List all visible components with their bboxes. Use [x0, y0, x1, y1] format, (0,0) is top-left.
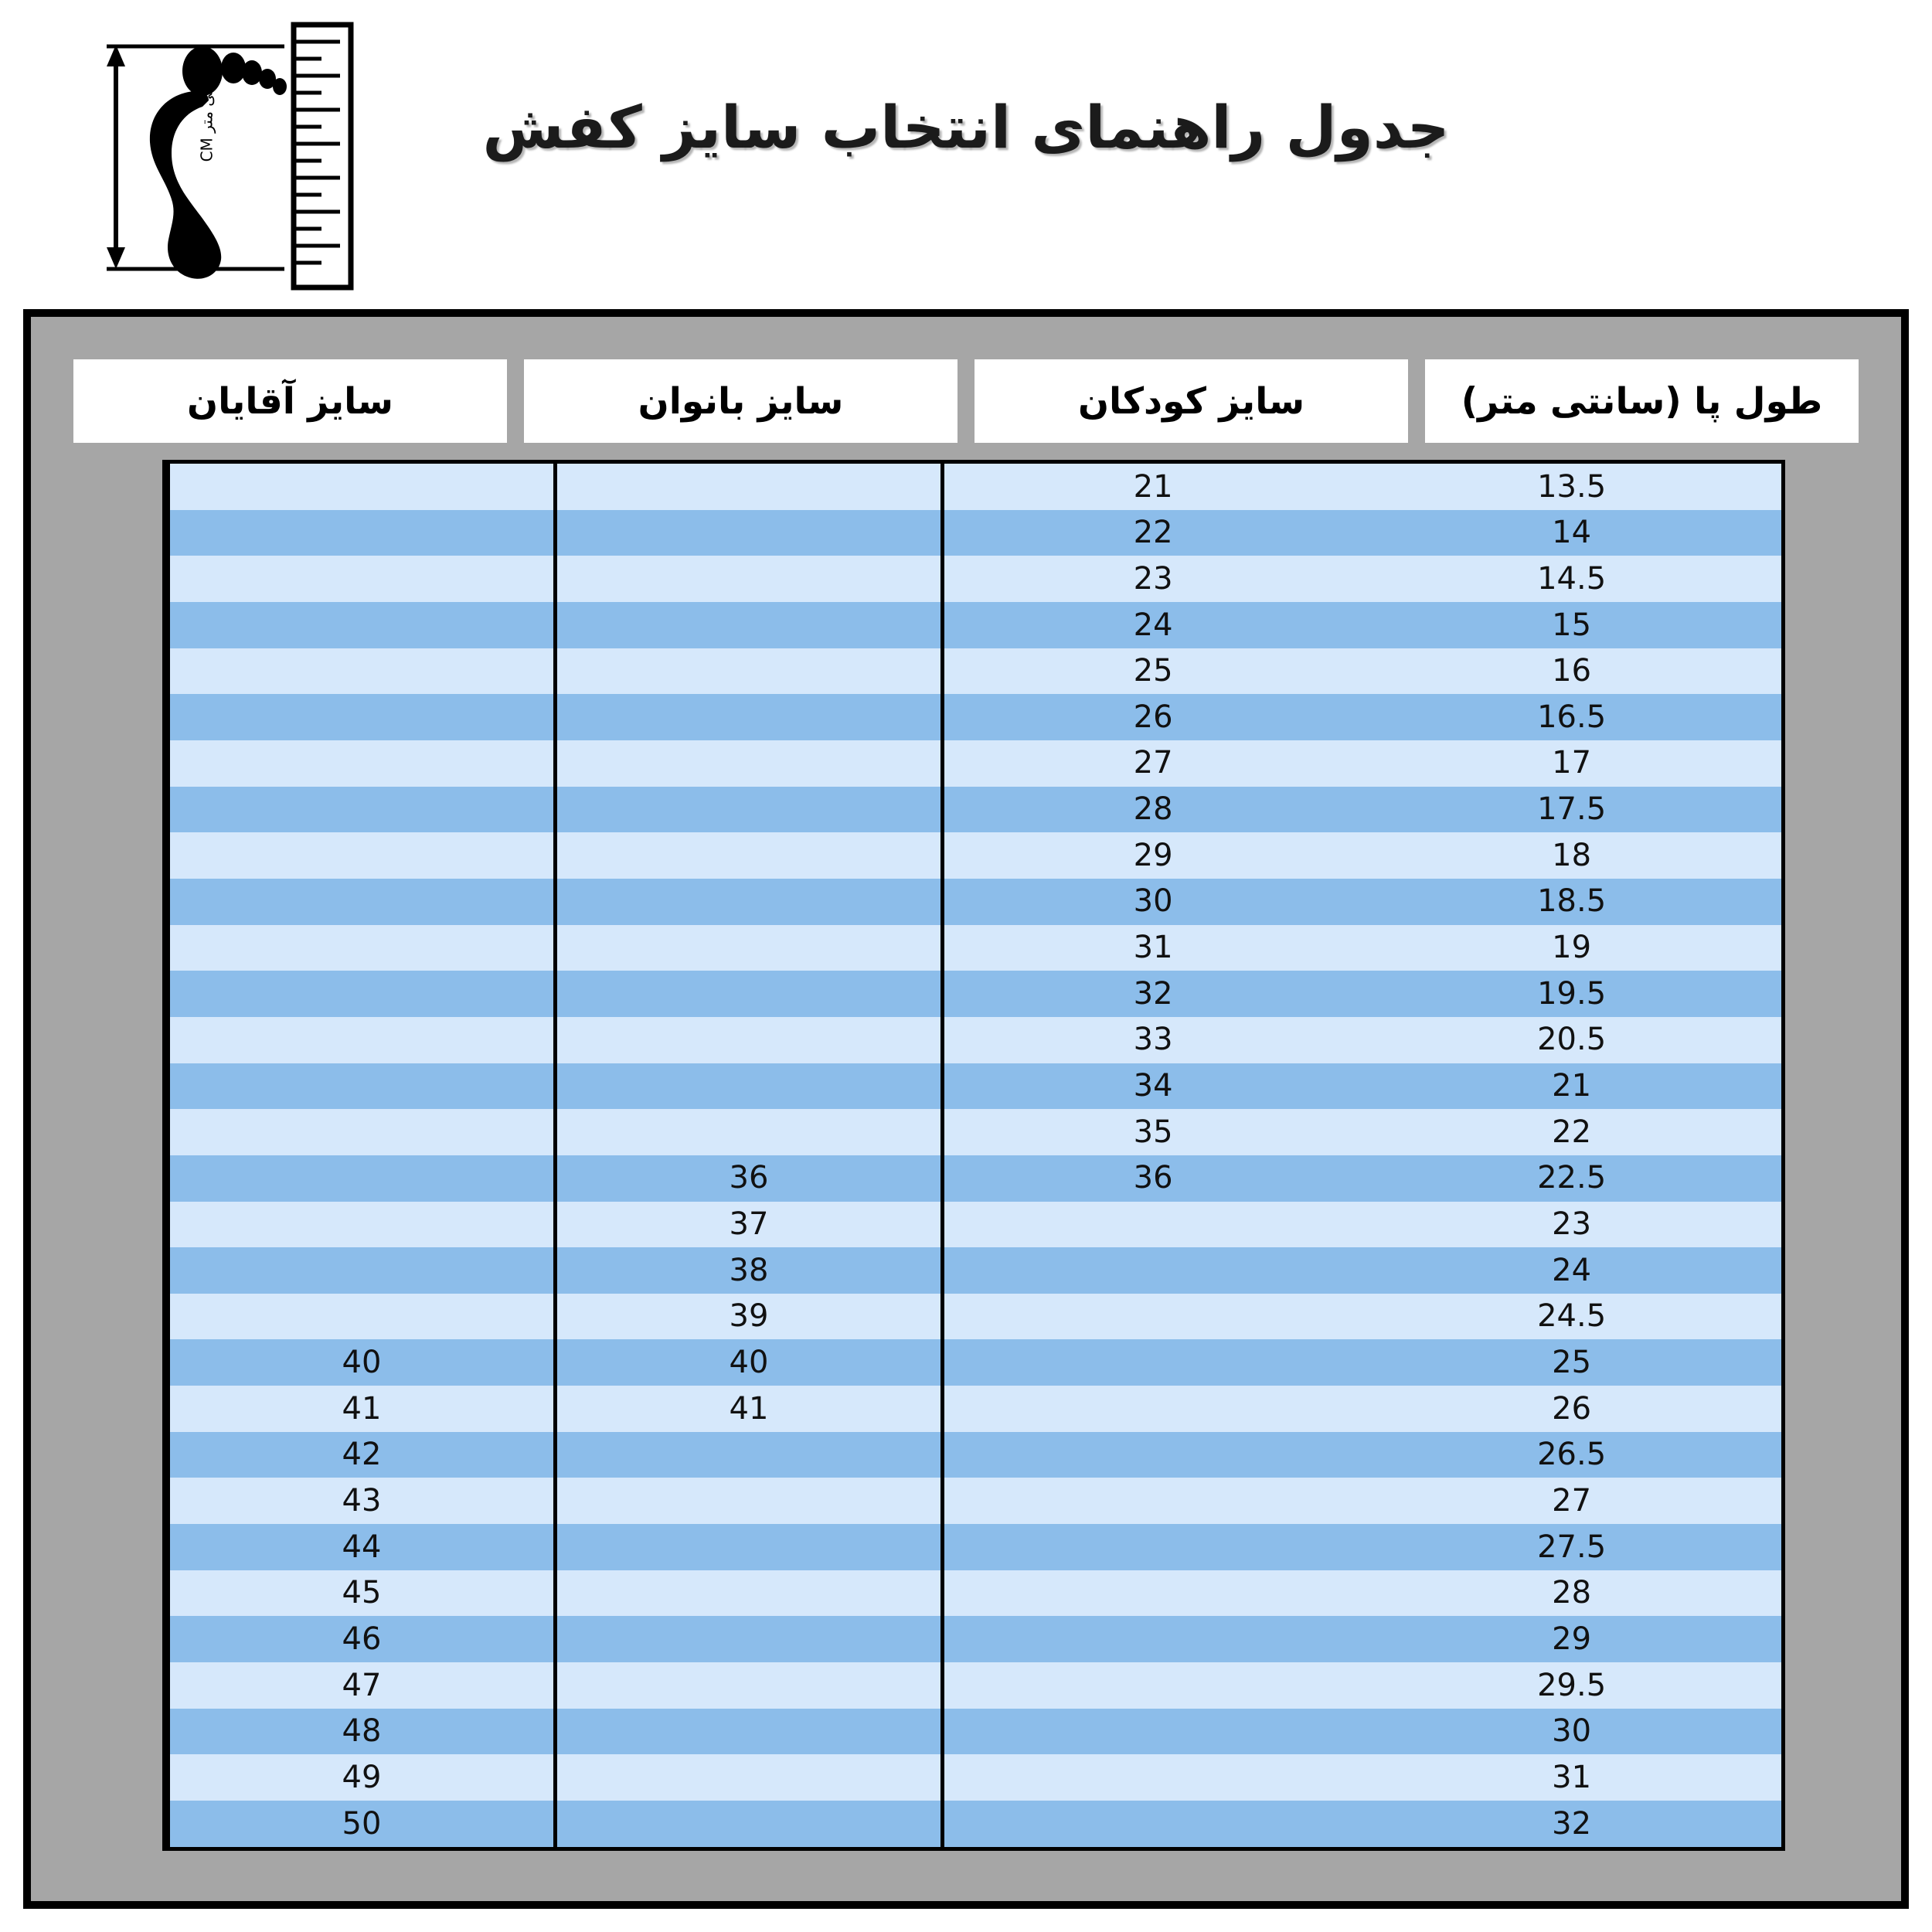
cell-kids: [943, 1339, 1362, 1386]
cell-men: [168, 925, 556, 971]
table-row: [168, 1247, 1782, 1294]
cell-men: [168, 879, 556, 925]
cell-kids: [943, 1570, 1362, 1617]
cell-women: 36: [556, 1155, 943, 1202]
table-row: [168, 694, 1782, 740]
cell-women: [556, 510, 943, 556]
cell-women: 39: [556, 1294, 943, 1340]
table-row: [168, 925, 1782, 971]
cell-kids: 35: [943, 1109, 1362, 1155]
header-gap: [1408, 359, 1425, 443]
cell-women: [556, 925, 943, 971]
cell-women: [556, 1570, 943, 1617]
cell-kids: 21: [943, 464, 1362, 510]
cell-cm: 16.5: [1362, 694, 1781, 740]
cell-cm: 19: [1362, 925, 1781, 971]
cell-kids: [943, 1478, 1362, 1524]
cell-men: 48: [168, 1709, 556, 1755]
page-header: [0, 0, 1932, 309]
column-header-kids: سایز کودکان: [975, 359, 1408, 443]
header-gap: [957, 359, 975, 443]
cell-men: [168, 787, 556, 833]
cell-men: 42: [168, 1432, 556, 1478]
table-row: [168, 1754, 1782, 1801]
cell-cm: 27: [1362, 1478, 1781, 1524]
table-row: [168, 1432, 1782, 1478]
table-row: [168, 879, 1782, 925]
cell-cm: 22: [1362, 1109, 1781, 1155]
table-row: [168, 1662, 1782, 1709]
cm-unit-label: سانتی متر CM: [197, 66, 216, 162]
cell-cm: 24: [1362, 1247, 1781, 1294]
cell-kids: [943, 1202, 1362, 1248]
cell-cm: 22.5: [1362, 1155, 1781, 1202]
cell-cm: 26: [1362, 1386, 1781, 1432]
cell-kids: 28: [943, 787, 1362, 833]
cell-men: 40: [168, 1339, 556, 1386]
table-row: [168, 510, 1782, 556]
cell-cm: 31: [1362, 1754, 1781, 1801]
cell-men: 44: [168, 1524, 556, 1570]
cell-cm: 29.5: [1362, 1662, 1781, 1709]
cell-men: 41: [168, 1386, 556, 1432]
cell-men: 47: [168, 1662, 556, 1709]
cell-men: 46: [168, 1616, 556, 1662]
cell-kids: 27: [943, 740, 1362, 787]
cell-kids: [943, 1524, 1362, 1570]
cell-women: [556, 1432, 943, 1478]
table-header-row: [73, 359, 1859, 443]
cell-cm: 20.5: [1362, 1017, 1781, 1063]
cell-men: [168, 464, 556, 510]
table-row: [168, 971, 1782, 1017]
cell-cm: 17: [1362, 740, 1781, 787]
cell-men: [168, 602, 556, 648]
cell-cm: 14.5: [1362, 556, 1781, 602]
cell-women: [556, 1524, 943, 1570]
cell-kids: 24: [943, 602, 1362, 648]
cell-kids: 32: [943, 971, 1362, 1017]
table-row: [168, 787, 1782, 833]
table-row: [168, 1155, 1782, 1202]
cell-kids: [943, 1294, 1362, 1340]
cell-cm: 13.5: [1362, 464, 1781, 510]
cell-women: [556, 740, 943, 787]
table-frame: [23, 309, 1909, 1909]
cell-men: 49: [168, 1754, 556, 1801]
cell-women: [556, 648, 943, 695]
table-row: [168, 1339, 1782, 1386]
table-row: [168, 602, 1782, 648]
cell-cm: 25: [1362, 1339, 1781, 1386]
table-row: [168, 556, 1782, 602]
page-title: جدول راهنمای انتخاب سایز کفش: [482, 93, 1450, 162]
table-row: [168, 1570, 1782, 1617]
cell-women: [556, 832, 943, 879]
cell-cm: 27.5: [1362, 1524, 1781, 1570]
column-header-cm: طول پا (سانتی متر): [1425, 359, 1859, 443]
cell-cm: 26.5: [1362, 1432, 1781, 1478]
cell-men: [168, 510, 556, 556]
cell-cm: 21: [1362, 1063, 1781, 1110]
cell-cm: 14: [1362, 510, 1781, 556]
table-row: [168, 1063, 1782, 1110]
table-row: [168, 1709, 1782, 1755]
cell-kids: [943, 1754, 1362, 1801]
cell-men: [168, 1202, 556, 1248]
cell-kids: 33: [943, 1017, 1362, 1063]
cell-cm: 16: [1362, 648, 1781, 695]
cell-kids: [943, 1616, 1362, 1662]
cell-men: [168, 1155, 556, 1202]
cell-men: 43: [168, 1478, 556, 1524]
cell-women: 37: [556, 1202, 943, 1248]
cell-kids: 25: [943, 648, 1362, 695]
cell-kids: 31: [943, 925, 1362, 971]
cell-cm: 23: [1362, 1202, 1781, 1248]
cell-kids: 22: [943, 510, 1362, 556]
cell-kids: [943, 1432, 1362, 1478]
column-header-men: سایز آقایان: [73, 359, 507, 443]
cell-kids: 29: [943, 832, 1362, 879]
cell-women: [556, 556, 943, 602]
cell-men: [168, 1247, 556, 1294]
cell-kids: [943, 1709, 1362, 1755]
size-table-body: [168, 464, 1782, 1847]
table-row: [168, 1202, 1782, 1248]
table-row: [168, 1801, 1782, 1847]
cell-cm: 29: [1362, 1616, 1781, 1662]
table-row: [168, 1017, 1782, 1063]
cell-cm: 30: [1362, 1709, 1781, 1755]
cell-women: [556, 971, 943, 1017]
cell-men: 50: [168, 1801, 556, 1847]
cell-cm: 18.5: [1362, 879, 1781, 925]
cell-men: 45: [168, 1570, 556, 1617]
cell-men: [168, 740, 556, 787]
cell-women: [556, 1063, 943, 1110]
cell-women: [556, 1801, 943, 1847]
cell-men: [168, 694, 556, 740]
cell-women: [556, 879, 943, 925]
cell-women: [556, 787, 943, 833]
cell-men: [168, 1294, 556, 1340]
cell-women: [556, 1754, 943, 1801]
cell-cm: 32: [1362, 1801, 1781, 1847]
table-row: [168, 1616, 1782, 1662]
table-row: [168, 1386, 1782, 1432]
cell-kids: 30: [943, 879, 1362, 925]
cell-cm: 15: [1362, 602, 1781, 648]
cell-kids: 34: [943, 1063, 1362, 1110]
cell-women: 41: [556, 1386, 943, 1432]
cell-cm: 19.5: [1362, 971, 1781, 1017]
cell-women: [556, 602, 943, 648]
column-header-women: سایز بانوان: [524, 359, 957, 443]
cell-cm: 28: [1362, 1570, 1781, 1617]
cell-men: [168, 971, 556, 1017]
table-row: [168, 648, 1782, 695]
cell-men: [168, 832, 556, 879]
cell-men: [168, 556, 556, 602]
cell-cm: 18: [1362, 832, 1781, 879]
cell-women: [556, 1478, 943, 1524]
cell-women: [556, 464, 943, 510]
cell-women: [556, 1017, 943, 1063]
table-row: [168, 464, 1782, 510]
cell-men: [168, 1017, 556, 1063]
cell-men: [168, 1063, 556, 1110]
cell-women: [556, 1109, 943, 1155]
cell-men: [168, 648, 556, 695]
cell-kids: [943, 1247, 1362, 1294]
cell-men: [168, 1109, 556, 1155]
header-gap: [507, 359, 524, 443]
table-row: [168, 740, 1782, 787]
cell-women: [556, 1616, 943, 1662]
table-row: [168, 1524, 1782, 1570]
table-row: [168, 832, 1782, 879]
cell-kids: 26: [943, 694, 1362, 740]
cell-kids: 23: [943, 556, 1362, 602]
cell-women: [556, 694, 943, 740]
cell-women: 40: [556, 1339, 943, 1386]
cell-kids: [943, 1801, 1362, 1847]
cell-cm: 17.5: [1362, 787, 1781, 833]
cell-kids: [943, 1662, 1362, 1709]
cell-women: [556, 1662, 943, 1709]
cell-women: [556, 1709, 943, 1755]
size-table: [166, 464, 1781, 1847]
table-row: [168, 1294, 1782, 1340]
table-row: [168, 1478, 1782, 1524]
size-table-container: [162, 460, 1785, 1851]
cell-cm: 24.5: [1362, 1294, 1781, 1340]
cell-kids: 36: [943, 1155, 1362, 1202]
cell-women: 38: [556, 1247, 943, 1294]
table-row: [168, 1109, 1782, 1155]
cell-kids: [943, 1386, 1362, 1432]
